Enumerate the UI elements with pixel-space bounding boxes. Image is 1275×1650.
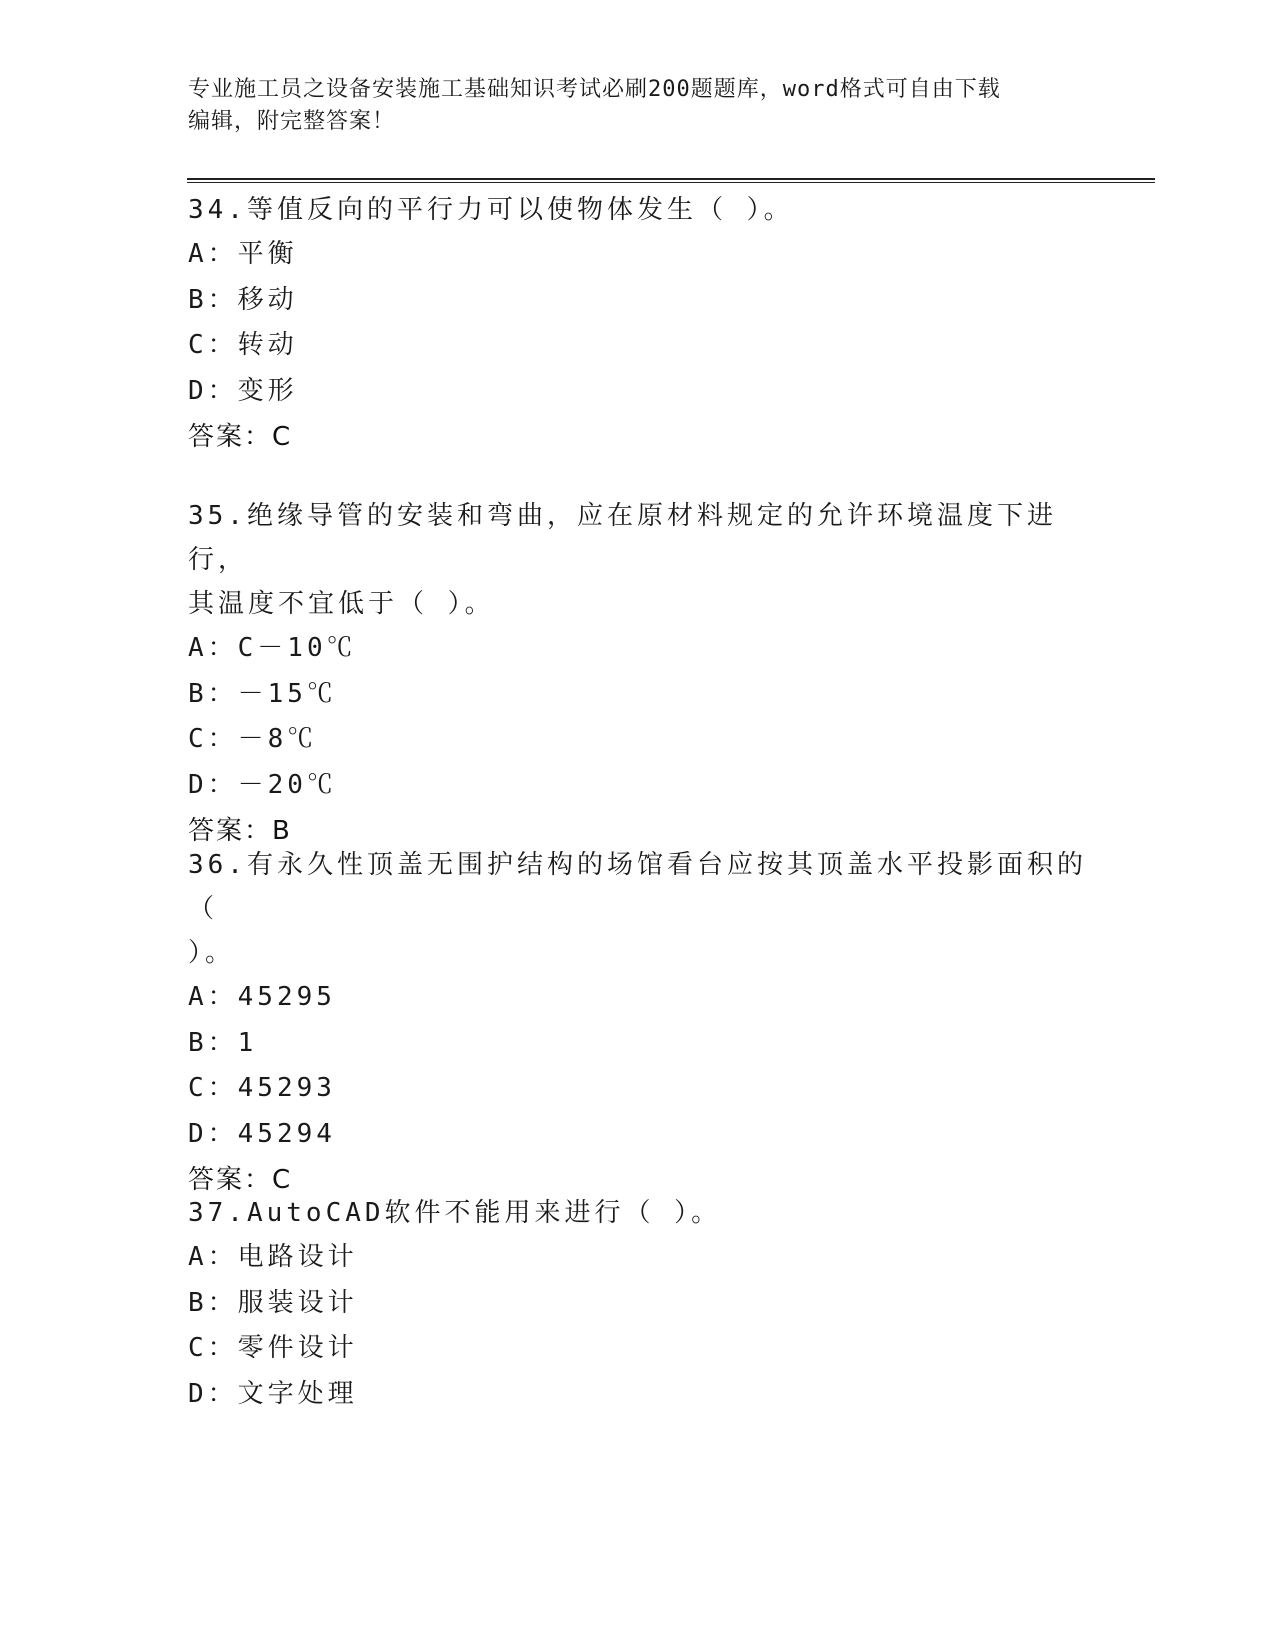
option-d: D：变形	[188, 375, 298, 406]
answer: 答案：B	[188, 816, 292, 846]
question-stem-line-1: 36.有永久性顶盖无围护结构的场馆看台应按其顶盖水平投影面积的（	[188, 850, 1087, 924]
header-line-2: 编辑，附完整答案！	[188, 109, 396, 134]
question-36	[188, 843, 1088, 1203]
option-c: C：－8℃	[188, 724, 318, 754]
option-a: A：45295	[188, 982, 336, 1012]
option-d: D：文字处理	[188, 1378, 358, 1409]
option-d: D：－20℃	[188, 769, 337, 800]
question-stem: 34.等值反向的平行力可以使物体发生（ ）。	[188, 195, 794, 225]
question-37	[188, 1191, 1088, 1417]
option-d: D：45294	[188, 1118, 336, 1149]
document-header	[188, 74, 1088, 138]
question-35	[188, 494, 1088, 854]
option-a: A：平衡	[188, 239, 298, 269]
question-stem-line-1: 35.绝缘导管的安装和弯曲，应在原材料规定的允许环境温度下进行，	[188, 501, 1057, 575]
option-b: B：－15℃	[188, 678, 337, 709]
option-b: B：服装设计	[188, 1287, 358, 1318]
option-a: A：电路设计	[188, 1242, 358, 1272]
question-stem-line-2: ）。	[188, 938, 236, 968]
option-b: B：1	[188, 1027, 258, 1058]
header-divider-thin	[187, 182, 1155, 183]
question-stem: 37.AutoCAD软件不能用来进行（ ）。	[188, 1198, 722, 1228]
option-c: C：转动	[188, 330, 298, 360]
header-divider-thick	[187, 178, 1155, 180]
question-34	[188, 188, 1088, 460]
question-stem-line-2: 其温度不宜低于（ ）。	[188, 589, 495, 619]
option-b: B：移动	[188, 284, 298, 315]
header-line-1: 专业施工员之设备安装施工基础知识考试必刷200题题库，word格式可自由下载	[188, 77, 1001, 102]
answer: 答案：C	[188, 1165, 293, 1195]
option-c: C：零件设计	[188, 1333, 358, 1363]
option-a: A：C－10℃	[188, 633, 357, 663]
answer: 答案：C	[188, 422, 293, 452]
option-c: C：45293	[188, 1073, 336, 1103]
